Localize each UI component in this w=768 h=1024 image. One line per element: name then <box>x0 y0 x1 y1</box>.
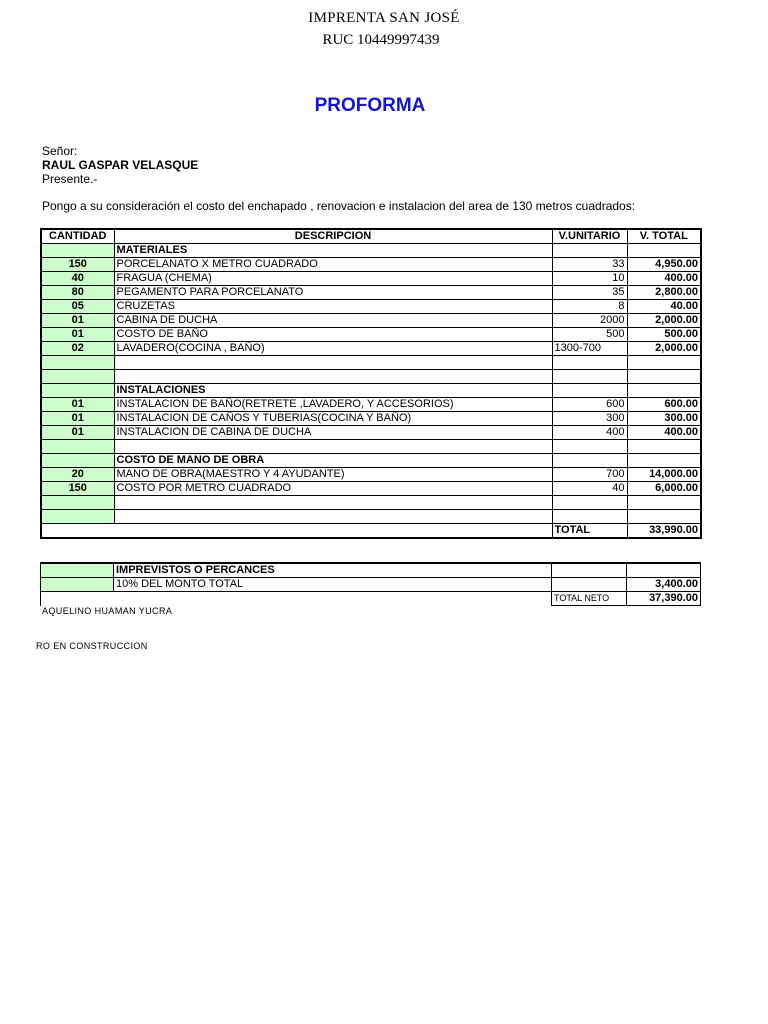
section-row <box>41 454 701 468</box>
qty-cell: 01 <box>41 314 114 328</box>
unit-cell: 8 <box>552 300 627 314</box>
total-cell: 2,000.00 <box>627 314 701 328</box>
qty-cell: 40 <box>41 272 114 286</box>
unit-cell: 1300-700 <box>552 342 627 356</box>
desc-cell: INSTALACION DE CABINA DE DUCHA <box>114 426 552 440</box>
document-title: PROFORMA <box>314 95 426 116</box>
signer-role: RO EN CONSTRUCCION <box>36 641 148 651</box>
total-label: TOTAL <box>552 524 627 539</box>
header-unit: V.UNITARIO <box>552 229 627 244</box>
qty-cell: 20 <box>41 468 114 482</box>
extras-desc: 10% DEL MONTO TOTAL <box>114 578 552 592</box>
header-qty: CANTIDAD <box>41 229 114 244</box>
desc-cell: CRUZETAS <box>114 300 552 314</box>
presente-text: Presente.- <box>42 172 98 186</box>
quote-table <box>40 228 702 539</box>
qty-cell <box>41 244 114 258</box>
total-cell: 400.00 <box>627 272 701 286</box>
empty-row <box>41 496 701 510</box>
desc-cell: PORCELANATO X METRO CUADRADO <box>114 258 552 272</box>
qty-cell: 150 <box>41 482 114 496</box>
qty-cell: 01 <box>41 328 114 342</box>
total-cell: 500.00 <box>627 328 701 342</box>
section-row <box>41 244 701 258</box>
extras-title-row <box>41 563 701 578</box>
total-cell: 600.00 <box>627 398 701 412</box>
total-cell: 400.00 <box>627 426 701 440</box>
qty-cell: 05 <box>41 300 114 314</box>
unit-cell: 400 <box>552 426 627 440</box>
company-name: IMPRENTA SAN JOSÉ <box>308 10 460 26</box>
net-total-value: 37,390.00 <box>627 592 701 606</box>
header-total: V. TOTAL <box>627 229 701 244</box>
table-row <box>41 258 701 272</box>
table-row <box>41 398 701 412</box>
unit-cell: 600 <box>552 398 627 412</box>
table-row <box>41 482 701 496</box>
header-desc: DESCRIPCION <box>114 229 552 244</box>
desc-cell: PEGAMENTO PARA PORCELANATO <box>114 286 552 300</box>
qty-cell: 01 <box>41 426 114 440</box>
desc-cell: CABINA DE DUCHA <box>114 314 552 328</box>
desc-cell: LAVADERO(COCINA , BAÑO) <box>114 342 552 356</box>
table-header-row <box>41 229 701 244</box>
extras-row <box>41 578 701 592</box>
total-cell: 2,800.00 <box>627 286 701 300</box>
unit-cell: 10 <box>552 272 627 286</box>
qty-cell <box>41 384 114 398</box>
company-ruc: RUC 10449997439 <box>322 32 440 48</box>
extras-value: 3,400.00 <box>627 578 701 592</box>
empty-row <box>41 440 701 454</box>
empty-row <box>41 370 701 384</box>
desc-cell: COSTO POR METRO CUADRADO <box>114 482 552 496</box>
desc-cell: MANO DE OBRA(MAESTRO Y 4 AYUDANTE) <box>114 468 552 482</box>
unit-cell: 300 <box>552 412 627 426</box>
section-title: COSTO DE MANO DE OBRA <box>114 454 552 468</box>
unit-cell: 2000 <box>552 314 627 328</box>
qty-cell: 01 <box>41 398 114 412</box>
total-cell: 300.00 <box>627 412 701 426</box>
qty-cell: 01 <box>41 412 114 426</box>
desc-cell: INSTALACION DE CAÑOS Y TUBERIAS(COCINA Y BAÑO) <box>114 412 552 426</box>
total-value: 33,990.00 <box>627 524 701 539</box>
total-row <box>41 524 701 539</box>
qty-cell: 80 <box>41 286 114 300</box>
table-row <box>41 272 701 286</box>
section-title: MATERIALES <box>114 244 552 258</box>
unit-cell: 700 <box>552 468 627 482</box>
net-total-label: TOTAL NETO <box>552 592 627 606</box>
table-row <box>41 342 701 356</box>
empty-row <box>41 510 701 524</box>
extras-title: IMPREVISTOS O PERCANCES <box>114 563 552 578</box>
desc-cell: INSTALACION DE BAÑO(RETRETE ,LAVADERO, Y ACCESORIOS) <box>114 398 552 412</box>
table-row <box>41 468 701 482</box>
qty-cell <box>41 454 114 468</box>
total-cell: 6,000.00 <box>627 482 701 496</box>
section-row <box>41 384 701 398</box>
total-cell: 40.00 <box>627 300 701 314</box>
total-cell: 14,000.00 <box>627 468 701 482</box>
table-row <box>41 286 701 300</box>
net-total-row <box>41 592 701 606</box>
empty-row <box>41 356 701 370</box>
total-cell: 2,000.00 <box>627 342 701 356</box>
section-title: INSTALACIONES <box>114 384 552 398</box>
desc-cell: FRAGUA (CHEMA) <box>114 272 552 286</box>
extras-table <box>40 562 701 606</box>
table-row <box>41 328 701 342</box>
table-row <box>41 426 701 440</box>
qty-cell: 02 <box>41 342 114 356</box>
table-row <box>41 314 701 328</box>
unit-cell: 35 <box>552 286 627 300</box>
client-name: RAUL GASPAR VELASQUE <box>42 158 199 172</box>
signer-name: AQUELINO HUAMAN YUCRA <box>42 606 173 616</box>
desc-cell: COSTO DE BAÑO <box>114 328 552 342</box>
total-cell: 4,950.00 <box>627 258 701 272</box>
table-row <box>41 300 701 314</box>
unit-cell: 500 <box>552 328 627 342</box>
unit-cell: 40 <box>552 482 627 496</box>
qty-cell: 150 <box>41 258 114 272</box>
table-row <box>41 412 701 426</box>
unit-cell: 33 <box>552 258 627 272</box>
intro-text: Pongo a su consideración el costo del enchapado , renovacion e instalacion del area de 130 metros cuadrados: <box>42 199 636 213</box>
salutation-label: Señor: <box>42 144 78 158</box>
